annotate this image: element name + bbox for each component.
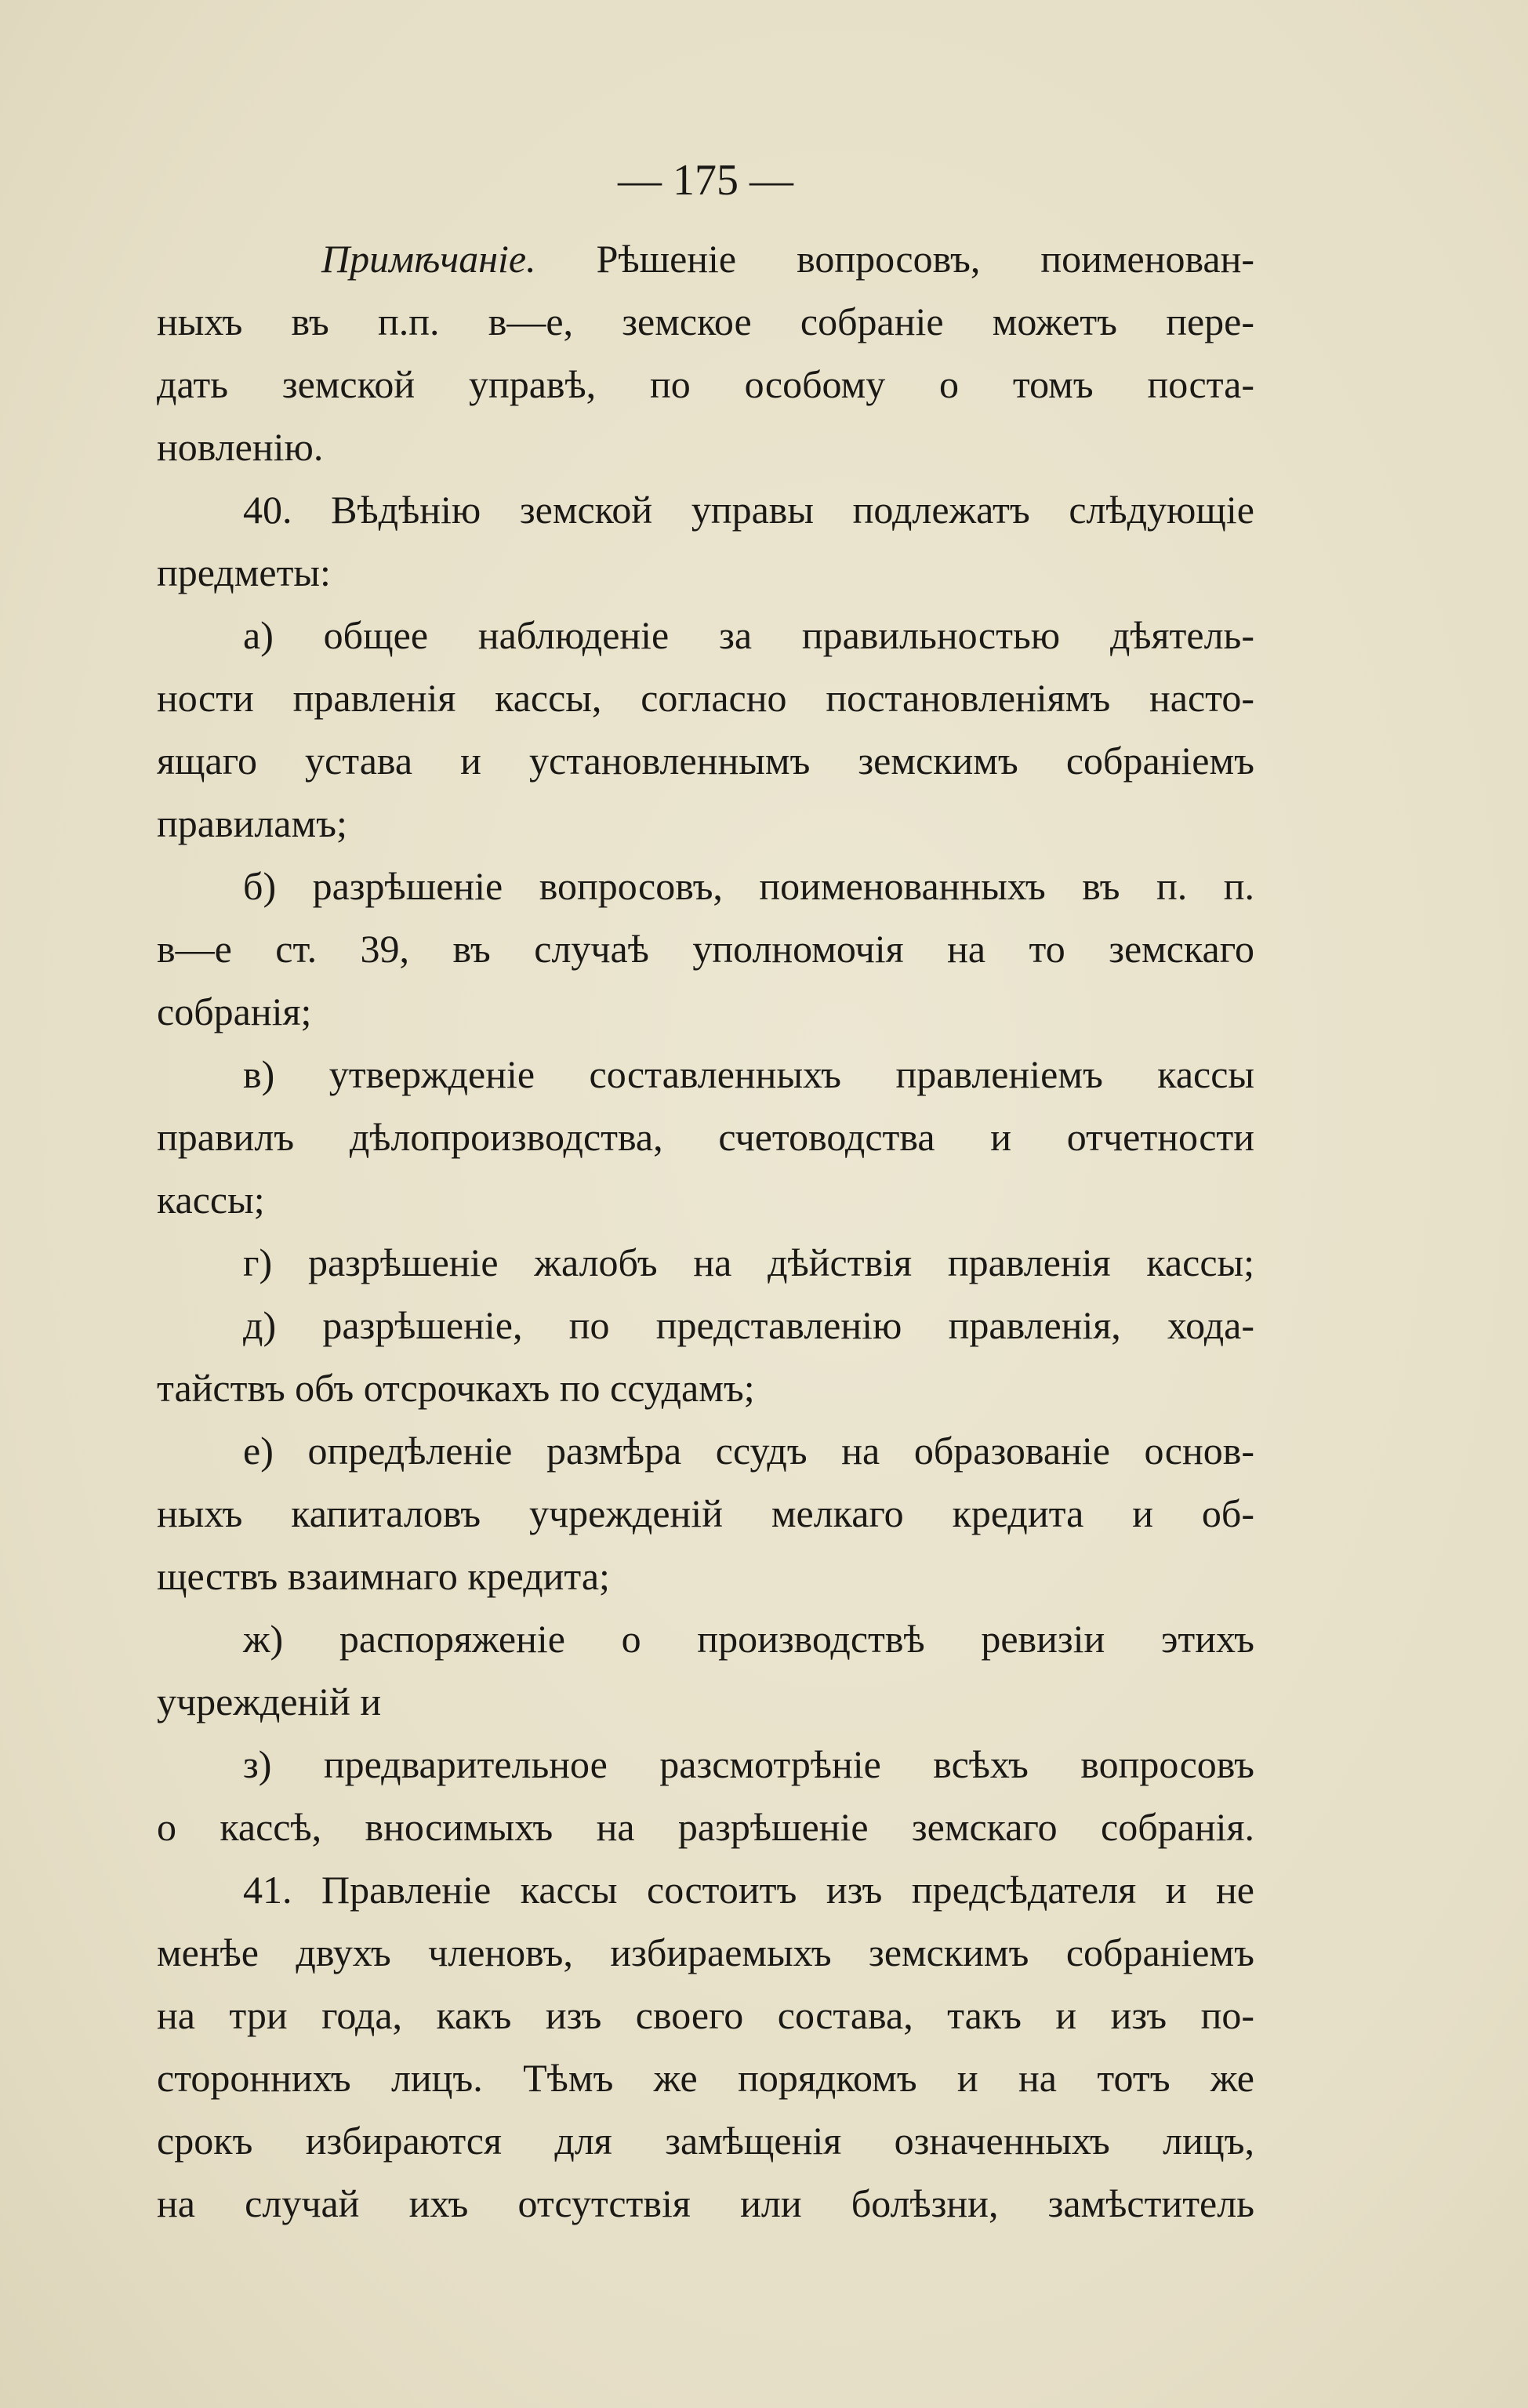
item-a: [157, 604, 1254, 855]
text-line: менѣе двухъ членовъ, избираемыхъ земскимъ собраніемъ: [157, 1930, 1254, 1974]
text-line: б) разрѣшеніе вопросовъ, поименованныхъ въ п. п.: [243, 864, 1254, 908]
text-line: на случай ихъ отсутствія или болѣзни, замѣститель: [157, 2181, 1254, 2225]
text-line: 41. Правленіе кассы состоитъ изъ предсѣдателя и не: [243, 1868, 1254, 1912]
text-line: учрежденій и: [157, 1680, 382, 1723]
text-line: з) предварительное разсмотрѣніе всѣхъ вопросовъ: [243, 1742, 1254, 1786]
text-line: ществъ взаимнаго кредита;: [157, 1554, 610, 1598]
page-number: — 175 —: [618, 156, 793, 205]
page-text: [157, 141, 1254, 2235]
text-line: ныхъ капиталовъ учрежденій мелкаго кредита и об-: [157, 1491, 1254, 1535]
note-paragraph: [157, 227, 1254, 478]
text-line: о кассѣ, вносимыхъ на разрѣшеніе земскаго собранія.: [157, 1805, 1254, 1849]
text-line: Примѣчаніе. Рѣшеніе вопросовъ, поименован-: [321, 237, 1254, 281]
text-line: правилъ дѣлопроизводства, счетоводства и отчетности: [157, 1115, 1254, 1159]
note-label: Примѣчаніе.: [321, 237, 536, 281]
item-zh: [157, 1607, 1254, 1733]
text-line: ности правленія кассы, согласно постановленіямъ насто-: [157, 676, 1254, 720]
item-z: [157, 1733, 1254, 1858]
text-line: е) опредѣленіе размѣра ссудъ на образованіе основ-: [243, 1429, 1254, 1473]
text-line: д) разрѣшеніе, по представленію правленія, хода-: [243, 1303, 1254, 1347]
text-line: срокъ избираются для замѣщенія означенныхъ лицъ,: [157, 2119, 1254, 2163]
item-b: [157, 855, 1254, 1043]
text-line: ящаго устава и установленнымъ земскимъ собраніемъ: [157, 739, 1254, 783]
text-line: кассы;: [157, 1178, 265, 1222]
text-line: ныхъ въ п.п. в—е, земское собраніе можетъ пере-: [157, 300, 1254, 343]
text-line: г) разрѣшеніе жалобъ на дѣйствія правленія кассы;: [243, 1240, 1254, 1284]
text-line: тайствъ объ отсрочкахъ по ссудамъ;: [157, 1366, 755, 1410]
text-line: на три года, какъ изъ своего состава, такъ и изъ по-: [157, 1993, 1254, 2037]
item-e: [157, 1419, 1254, 1607]
text-line: предметы:: [157, 550, 331, 594]
item-v: [157, 1043, 1254, 1231]
text-line: в) утвержденіе составленныхъ правленіемъ кассы: [243, 1052, 1254, 1096]
text-line: 40. Вѣдѣнію земской управы подлежатъ слѣдующіе: [243, 488, 1254, 532]
item-g: [157, 1231, 1254, 1294]
text-line: стороннихъ лицъ. Тѣмъ же порядкомъ и на тотъ же: [157, 2056, 1254, 2100]
text-line: новленію.: [157, 425, 324, 469]
text-line: в—е ст. 39, въ случаѣ уполномочія на то земскаго: [157, 927, 1254, 971]
article-40: [157, 478, 1254, 604]
item-d: [157, 1294, 1254, 1419]
article-41: [157, 1858, 1254, 2235]
text-line: собранія;: [157, 990, 312, 1033]
text-line: правиламъ;: [157, 801, 347, 845]
text-line: дать земской управѣ, по особому о томъ поста-: [157, 362, 1254, 406]
text-line: ж) распоряженіе о производствѣ ревизіи этихъ: [243, 1617, 1254, 1661]
text-line: а) общее наблюденіе за правильностью дѣятель-: [243, 613, 1254, 657]
